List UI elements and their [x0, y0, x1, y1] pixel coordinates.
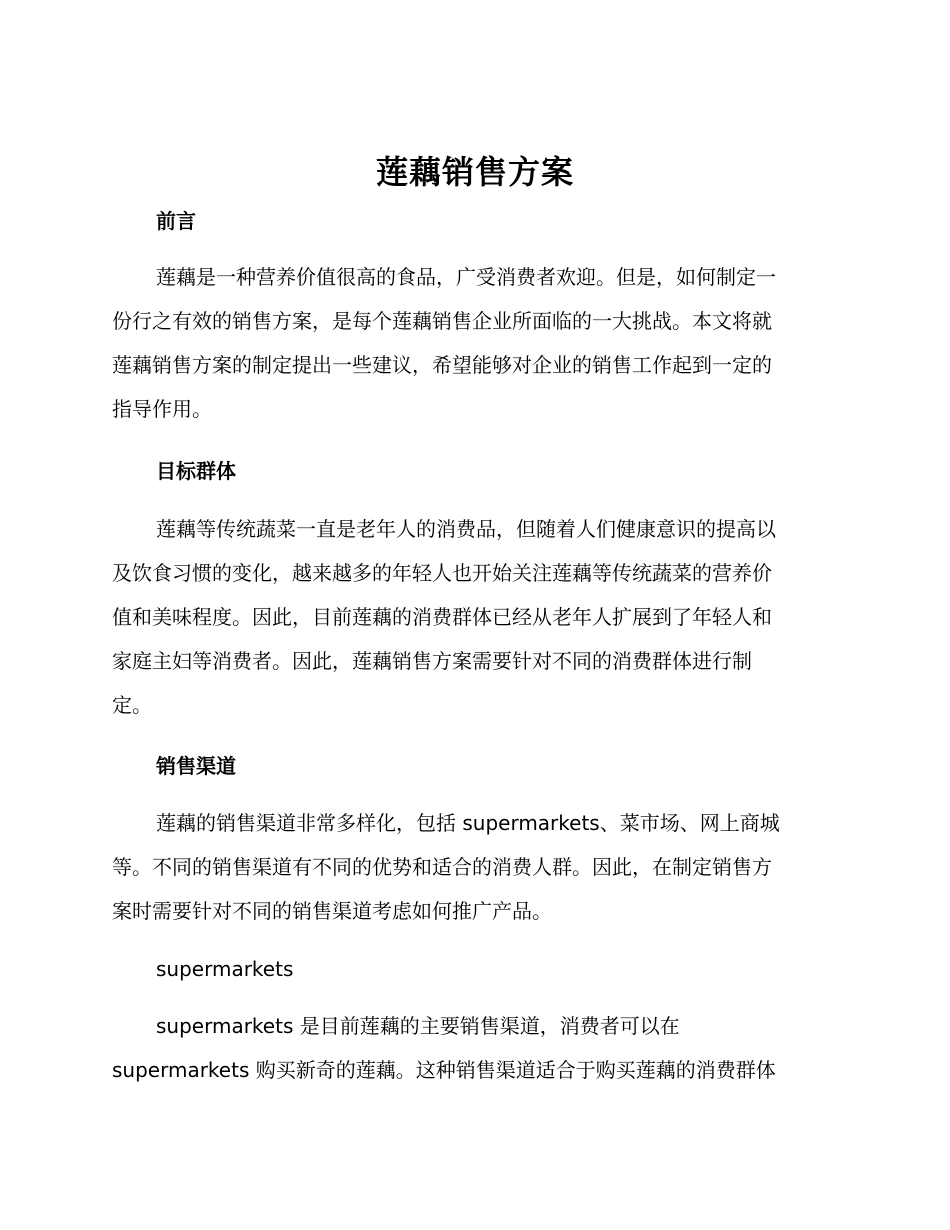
paragraph-line: 莲藕销售方案的制定提出一些建议，希望能够对企业的销售工作起到一定的: [112, 353, 772, 377]
paragraph-line: 定。: [112, 693, 152, 717]
document-title: 莲藕销售方案: [375, 153, 574, 191]
paragraph-line: 莲藕的销售渠道非常多样化，包括 supermarkets、菜市场、网上商城: [156, 811, 780, 835]
section-paragraph-preface: [112, 255, 832, 431]
paragraph-line: 家庭主妇等消费者。因此，莲藕销售方案需要针对不同的消费群体进行制: [112, 649, 752, 673]
section-heading-preface: 前言: [156, 209, 196, 233]
section-heading-sales-channels: 销售渠道: [156, 754, 236, 778]
paragraph-line: 份行之有效的销售方案，是每个莲藕销售企业所面临的一大挑战。本文将就: [112, 309, 772, 333]
section-heading-target-group: 目标群体: [156, 459, 236, 483]
section-paragraph-target-group: [112, 507, 832, 727]
section-paragraph-supermarkets: [112, 1004, 832, 1092]
paragraph-line: 值和美味程度。因此，目前莲藕的消费群体已经从老年人扩展到了年轻人和: [112, 605, 772, 629]
paragraph-line: 案时需要针对不同的销售渠道考虑如何推广产品。: [112, 899, 552, 923]
paragraph-line: 莲藕等传统蔬菜一直是老年人的消费品，但随着人们健康意识的提高以: [156, 517, 776, 541]
section-heading-supermarkets: supermarkets: [156, 957, 294, 981]
paragraph-line: supermarkets 是目前莲藕的主要销售渠道，消费者可以在: [156, 1014, 680, 1038]
paragraph-line: 及饮食习惯的变化，越来越多的年轻人也开始关注莲藕等传统蔬菜的营养价: [112, 561, 772, 585]
paragraph-line: 等。不同的销售渠道有不同的优势和适合的消费人群。因此，在制定销售方: [112, 855, 772, 879]
paragraph-line: 莲藕是一种营养价值很高的食品，广受消费者欢迎。但是，如何制定一: [156, 265, 776, 289]
paragraph-line: 指导作用。: [112, 397, 212, 421]
section-paragraph-sales-channels: [112, 801, 832, 933]
paragraph-line: supermarkets 购买新奇的莲藕。这种销售渠道适合于购买莲藕的消费群体: [112, 1058, 776, 1082]
